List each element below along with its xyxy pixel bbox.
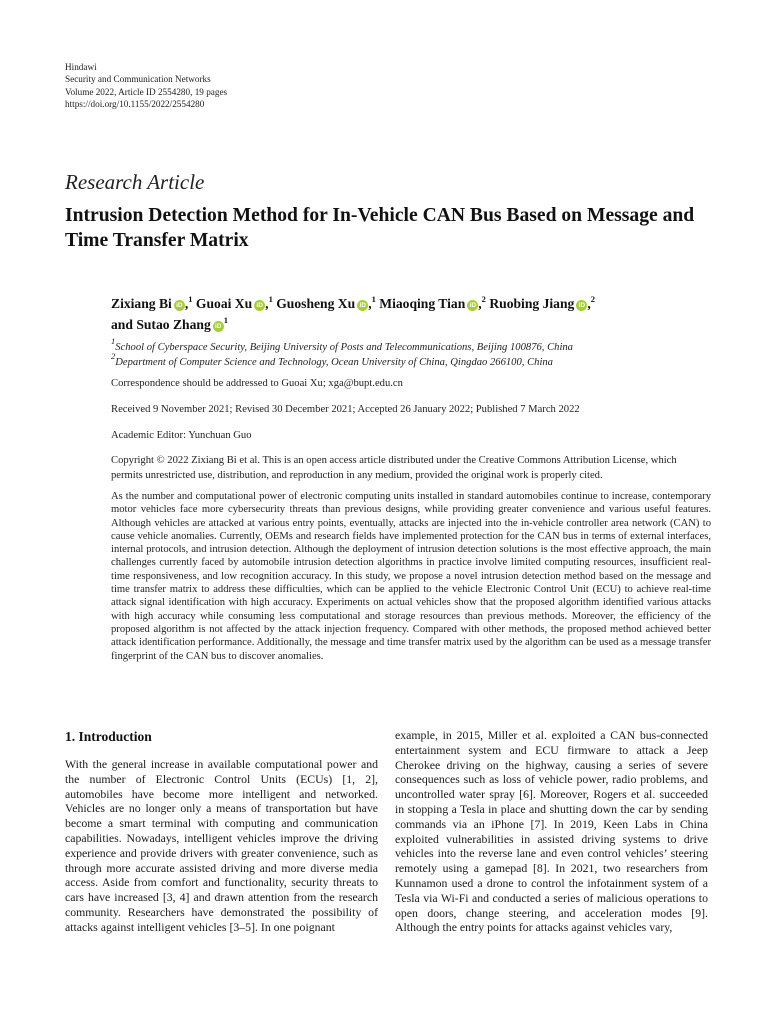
intro-column-right: example, in 2015, Miller et al. exploited a CAN bus-connected entertainment system and ECU firmware to attack a Jeep Cherokee driving on the highway, causing a series of severe consequences such as loss of vehicle power, radio problems, and uncontrolled water spray [6]. Moreover, Rogers et al. succeeded in stopping a Tesla in place and shutting down the car by sending commands via an iPhone [7]. In 2019, Keen Labs in China exploited vulnerabilities in assisted driving systems to drive vehicles into the reverse lane and even control vehicles’ steering remotely using a gamepad [8]. In 2021, two researchers from Kunnamon used a drone to control the infotainment system of a Tesla via Wi-Fi and conducted a series of malicious operations to open doors, change steering, and acceleration modes [9]. Although the entry points for attacks against vehicles vary,: [395, 728, 708, 935]
correspondence: Correspondence should be addressed to Guoai Xu; xga@bupt.edu.cn: [111, 378, 403, 389]
author-name[interactable]: Zixiang Bi: [111, 296, 172, 311]
affiliation-sup: 1: [111, 336, 116, 346]
article-type: Research Article: [65, 170, 205, 194]
author: Ruobing Jiang iD ,$^2$: [489, 294, 595, 311]
author-list: [111, 293, 711, 335]
orcid-icon[interactable]: iD: [576, 300, 587, 311]
affiliation-text: School of Cyberspace Security, Beijing University of Posts and Telecommunications, Beijing 100876, China: [115, 342, 573, 353]
affiliation: [111, 351, 573, 370]
author-name[interactable]: Ruobing Jiang: [489, 296, 575, 311]
author: Miaoqing Tian iD ,$^2$: [379, 294, 486, 311]
author-affil-sup: 2: [590, 294, 595, 304]
copyright-notice: Copyright © 2022 Zixiang Bi et al. This is an open access article distributed under the Creative Commons Attribution License, which permits unrestricted use, distribution, and reproduction in any medium, provided the original work is properly cited.: [111, 455, 677, 481]
author: Zixiang Bi iD ,$^1$: [111, 294, 193, 311]
author-affil-sup: 1: [188, 294, 193, 304]
academic-editor: Academic Editor: Yunchuan Guo: [111, 430, 252, 441]
paper-title: Intrusion Detection Method for In-Vehicle CAN Bus Based on Message and Time Transfer Matrix: [65, 205, 695, 251]
author-affil-sup: 1: [223, 315, 228, 325]
author-name[interactable]: Guosheng Xu: [276, 296, 356, 311]
journal-header: [65, 61, 227, 110]
doi-link[interactable]: https://doi.org/10.1155/2022/2554280: [65, 98, 205, 109]
abstract: As the number and computational power of electronic computing units installed in standard automobiles continue to increase, contemporary motor vehicles face more cybersecurity threats than previous designs, while providing greater convenience and various useful features. Although vehicles are attacked at various entry points, eventually, attacks are injected into the in-vehicle controller area network (CAN) to cause vehicle anomalies. Currently, OEMs and research fields have implemented protection for the CAN bus in terms of external interfaces, internal protocols, and intrusion detection. Although the deployment of intrusion detection solutions is the most effective approach, the main challenges currently faced by automobile intrusion detection algorithms in practice involve limited computing resources, insufficient real-time responsiveness, and low recognition accuracy. In this study, we propose a novel intrusion detection method based on the message and time transfer matrix to address these difficulties, which can be applied to the vehicle Electronic Control Unit (ECU) to achieve real-time attack signal identification with high accuracy. Experiments on actual vehicles show that the proposed algorithm identified various attacks with high accuracy while consuming less computational and storage resources than previous methods. Moreover, the efficiency of the proposed algorithm is not affected by the attack injection frequency. Compared with other methods, the proposed method achieved better attack identification performance. Additionally, the message and time transfer matrix used by the algorithm can be used as a message transfer fingerprint of the CAN bus to discover anomalies.: [111, 491, 711, 662]
orcid-icon[interactable]: iD: [174, 300, 185, 311]
orcid-icon[interactable]: iD: [213, 321, 224, 332]
affiliation-text: Department of Computer Science and Technology, Ocean University of China, Qingdao 266100, China: [115, 357, 553, 368]
orcid-icon[interactable]: iD: [467, 300, 478, 311]
affiliations: [111, 336, 573, 370]
publisher-name: Hindawi: [65, 62, 97, 72]
author-name[interactable]: and Sutao Zhang: [111, 317, 211, 332]
author: Guoai Xu iD ,$^1$: [195, 294, 273, 311]
author-affil-sup: 2: [481, 294, 486, 304]
author-affil-sup: 1: [268, 294, 273, 304]
affiliation: [111, 336, 573, 355]
author: Guosheng Xu iD ,$^1$: [276, 294, 376, 311]
intro-column-left: With the general increase in available computational power and the number of Electronic Control Units (ECUs) [1, 2], automobiles have become more intelligent and networked. Vehicles are no longer only a means of transportation but have become a smart terminal with computing and communication capabilities. Nowadays, intelligent vehicles improve the driving experience and provide drivers with greater convenience, such as through more accurate assisted driving and more diverse media access. Aside from comfort and functionality, security threats to cars have increased [3, 4] and drawn attention from the research community. Researchers have demonstrated the possibility of attacks against intelligent vehicles [3–5]. In one poignant: [65, 757, 378, 934]
author-name[interactable]: Miaoqing Tian: [379, 296, 466, 311]
publication-dates: Received 9 November 2021; Revised 30 December 2021; Accepted 26 January 2022; Published 7 March 2022: [111, 404, 580, 415]
journal-name: Security and Communication Networks: [65, 74, 211, 85]
volume-info: Volume 2022, Article ID 2554280, 19 pages: [65, 86, 228, 97]
author-affil-sup: 1: [371, 294, 376, 304]
section-heading: 1. Introduction: [65, 729, 152, 744]
author: [111, 317, 228, 332]
orcid-icon[interactable]: iD: [357, 300, 368, 311]
affiliation-sup: 2: [111, 351, 116, 361]
author-name[interactable]: Guoai Xu: [195, 296, 253, 311]
orcid-icon[interactable]: iD: [254, 300, 265, 311]
